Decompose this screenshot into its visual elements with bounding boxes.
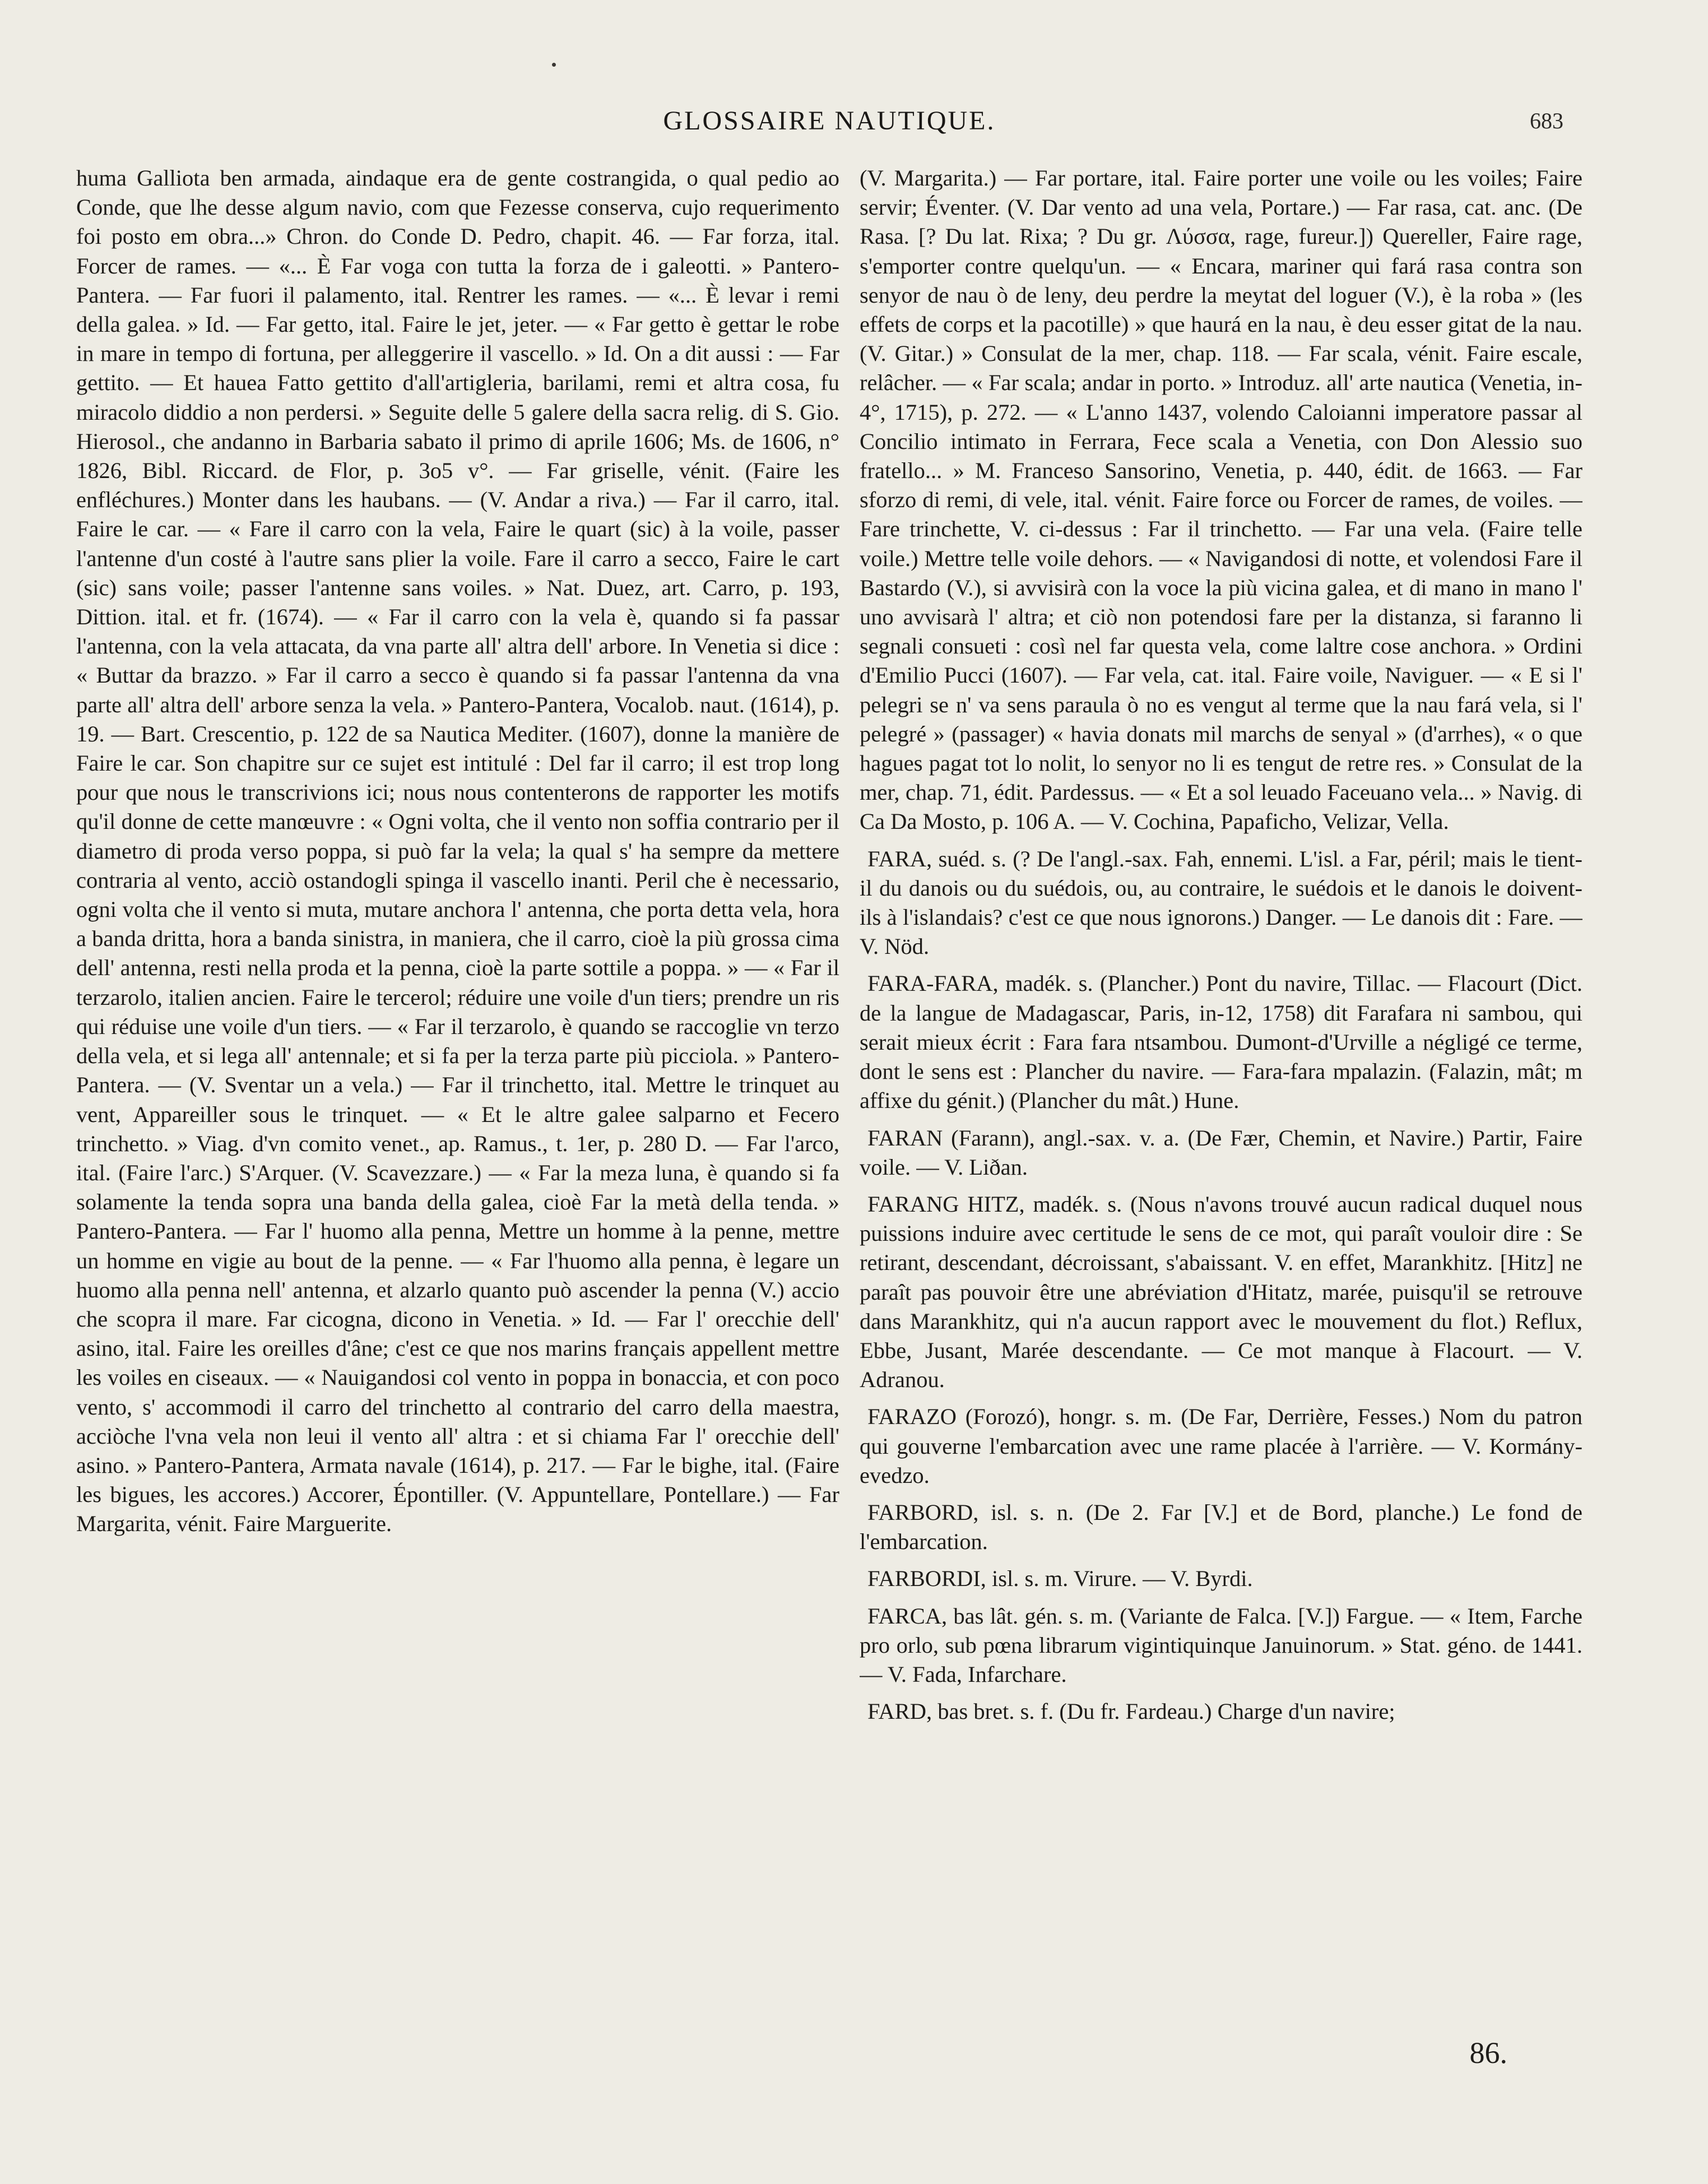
entry-farca: FARCA, bas lât. gén. s. m. (Variante de Falca. [V.]) Fargue. — « Item, Farche pro orlo, sub pœna librarum vigintiquinque Januinorum. » Stat. géno. de 1441. — V. Fada, Infarchare. xyxy=(860,1603,1582,1687)
entry-farbordi: FARBORDI, isl. s. m. Virure. — V. Byrdi. xyxy=(867,1566,1253,1592)
right-column xyxy=(860,164,1582,2092)
page-title: GLOSSAIRE NAUTIQUE. xyxy=(663,106,996,136)
page-number: 683 xyxy=(1530,108,1563,133)
left-column xyxy=(76,164,839,2092)
entry-faran: FARAN (Farann), angl.-sax. v. a. (De Fær, Chemin, et Navire.) Partir, Faire voile. — V. Liðan. xyxy=(860,1125,1582,1180)
entry-far-continued: (V. Margarita.) — Far portare, ital. Faire porter une voile ou les voiles; Faire servir; Éventer. (V. Dar vento ad una vela, Portare.) — Far rasa, cat. anc. (De Rasa. [? Du lat. Rixa; ? Du gr. Λύσσα, rage, fureur.]) Quereller, Faire rage, s'emporter contre quelqu'un. — « Encara, mariner qui fará rasa contra son senyor de nau ò de leny, deu perdre la meytat del loguer (V.), è la roba » (les effets de corps et la pacotille) » que haurá en la nau, è deu esser gitat de la nau. (V. Gitar.) » Consulat de la mer, chap. 118. — Far scala, vénit. Faire escale, relâcher. — « Far scala; andar in porto. » Introduz. all' arte nautica (Venetia, in-4°, 1715), p. 272. — « L'anno 1437, volendo Caloianni imperatore passar al Concilio intimato in Ferrara, Fece scala a Venetia, con Don Alessio suo fratello... » M. Franceso Sansorino, Venetia, p. 440, édit. de 1663. — Far sforzo di remi, di vele, ital. vénit. Faire force ou Forcer de rames, de voiles. — Fare trinchette, V. ci-dessus : Far il trinchetto. — Far una vela. (Faire telle voile.) Mettre telle voile dehors. — « Navigandosi di notte, et volendosi Fare il Bastardo (V.), si avvisirà con la voce la più vicina galea, et di mano in mano l' uno avvisarà l' altra; et ciò non potendosi fare per la distanza, si faranno li segnali consueti : così nel far questa vela, come laltre cose anchora. » Ordini d'Emilio Pucci (1607). — Far vela, cat. ital. Faire voile, Naviguer. — « E si l' pelegri se n' va sens paraula ò no es vengut al terme que la nau fará vela, si l' pelegré » (passager) « havia donats mil marchs de senyal » (d'arrhes), « o que hagues pagat tot lo nolit, lo senyor no li es tengut de retre res. » Consulat de la mer, chap. 71, édit. Pardessus. — « Et a sol leuado Faceuano vela... » Navig. di Ca Da Mosto, p. 106 A. — V. Cochina, Papaficho, Velizar, Vella. xyxy=(860,165,1582,834)
left-column-text: huma Galliota ben armada, aindaque era de gente costrangida, o qual pedio ao Conde, que lhe desse algum navio, com que Fezesse conserva, cujo requerimento foi posto em obra...» Chron. do Conde D. Pedro, chapit. 46. — Far forza, ital. Forcer de rames. — «... È Far voga con tutta la forza de i galeotti. » Pantero-Pantera. — Far fuori il palamento, ital. Rentrer les rames. — «... È levar i remi della galea. » Id. — Far getto, ital. Faire le jet, jeter. — « Far getto è gettar le robe in mare in tempo di fortuna, per alleggerire il vascello. » Id. On a dit aussi : — Far gettito. — Et hauea Fatto gettito d'all'artigleria, barilami, remi et altra cosa, fu miracolo diddio a non perdersi. » Seguite delle 5 galere della sacra relig. di S. Gio. Hierosol., che andanno in Barbaria sabato il primo di aprile 1606; Ms. de 1606, n° 1826, Bibl. Riccard. de Flor, p. 3o5 v°. — Far griselle, vénit. (Faire les enfléchures.) Monter dans les haubans. — (V. Andar a riva.) — Far il carro, ital. Faire le car. — « Fare il carro con la vela, Faire le quart (sic) à la voile, passer l'antenne d'un costé à l'autre sans plier la voile. Fare il carro a secco, Faire le cart (sic) sans voile; passer l'antenne sans voiles. » Nat. Duez, art. Carro, p. 193, Dittion. ital. et fr. (1674). — « Far il carro con la vela è, quando si fa passar l'antenna, con la vela attacata, da vna parte all' altra dell' arbore. In Venetia si dice : « Buttar da brazzo. » Far il carro a secco è quando si fa passar l'antenna da vna parte all' altra dell' arbore senza la vela. » Pantero-Pantera, Vocalob. naut. (1614), p. 19. — Bart. Crescentio, p. 122 de sa Nautica Mediter. (1607), donne la manière de Faire le car. Son chapitre sur ce sujet est intitulé : Del far il carro; il est trop long pour que nous le transcrivions ici; nous nous contenterons de rapporter les motifs qu'il donne de cette manœuvre : « Ogni volta, che il vento non soffia contrario per il diametro di proda verso poppa, si può far la vela; la qual s' ha sempre da mettere contraria al vento, acciò ostandogli spinga il vascello inanti. Peril che è necessario, ogni volta che il vento si muta, mutare anchora l' antenna, che porta detta vela, hora a banda dritta, hora a banda sinistra, in maniera, che il carro, cioè la più grossa cima dell' antenna, resti nella proda et la penna, cioè la parte sottile a poppa. » — « Far il terzarolo, italien ancien. Faire le tercerol; réduire une voile d'un tiers; prendre un ris qui réduise une voile d'un tiers. — « Far il terzarolo, è quando se raccoglie vn terzo della vela, et si lega all' antennale; et si fa per la terza parte più picciola. » Pantero-Pantera. — (V. Sventar un a vela.) — Far il trinchetto, ital. Mettre le trinquet au vent, Appareiller sous le trinquet. — « Et le altre galee salparno et Fecero trinchetto. » Viag. d'vn comito venet., ap. Ramus., t. 1er, p. 280 D. — Far l'arco, ital. (Faire l'arc.) S'Arquer. (V. Scavezzare.) — « Far la meza luna, è quando si fa solamente la tenda sopra una banda della galea, cioè Far la metà della tenda. » Pantero-Pantera. — Far l' huomo alla penna, Mettre un homme à la penne, mettre un homme en vigie au bout de la penne. — « Far l'huomo alla penna, è legare un huomo alla penna nell' antenna, et alzarlo quanto può ascender la penna (V.) accio che scopra il mare. Far cicogna, dicono in Venetia. » Id. — Far l' orecchie dell' asino, ital. Faire les oreilles d'âne; c'est ce que nos marins français appellent mettre les voiles en ciseaux. — « Nauigandosi col vento in poppa in bonaccia, et con poco vento, s' accommodi il carro del trinchetto al contrario del carro della maestra, acciòche l'vna vela non leui il vento all' altra : et si chiama Far l' orecchie dell' asino. » Pantero-Pantera, Armata navale (1614), p. 217. — Far le bighe, ital. (Faire les bigues, les accores.) Accorer, Épontiller. (V. Appuntellare, Pontellare.) — Far Margarita, vénit. Faire Marguerite. xyxy=(76,165,839,1537)
entry-fara: FARA, suéd. s. (? De l'angl.-sax. Fah, ennemi. L'isl. a Far, péril; mais le tient-il du danois ou du suédois, ou, au contraire, le suédois et le danois le doivent-ils à l'islandais? c'est ce que nous ignorons.) Danger. — Le danois dit : Fare. — V. Nöd. xyxy=(860,846,1582,959)
entry-farbord: FARBORD, isl. s. n. (De 2. Far [V.] et de Bord, planche.) Le fond de l'embarcation. xyxy=(860,1499,1582,1555)
entry-fara-fara: FARA-FARA, madék. s. (Plancher.) Pont du navire, Tillac. — Flacourt (Dict. de la langue de Madagascar, Paris, in-12, 1758) dit Farafara ni sambou, qui serait mieux écrit : Fara fara ntsambou. Dumont-d'Urville a négligé ce terme, dont le sens est : Plancher du navire. — Fara-fara mpalazin. (Falazin, mât; m affixe du génit.) (Plancher du mât.) Hune. xyxy=(860,971,1582,1114)
entry-farang-hitz: FARANG HITZ, madék. s. (Nous n'avons trouvé aucun radical duquel nous puissions induire avec certitude le sens de ce mot, qui paraît vouloir dire : Se retirant, descendant, décroissant, s'abaissant. V. en effet, Marankhitz. [Hitz] ne paraît pas pouvoir être une abréviation d'Hitatz, marée, puisqu'il se retrouve dans Marankhitz, qui n'a aucun rapport avec le mouvement du flot.) Reflux, Ebbe, Jusant, Marée descendante. — Ce mot manque à Flacourt. — V. Adranou. xyxy=(860,1191,1582,1393)
entry-farazo: FARAZO (Forozó), hongr. s. m. (De Far, Derrière, Fesses.) Nom du patron qui gouverne l'embarcation avec une rame placée à l'arrière. — V. Kormány-evedzo. xyxy=(860,1404,1582,1488)
entry-fard: FARD, bas bret. s. f. (Du fr. Fardeau.) Charge d'un navire; xyxy=(867,1699,1395,1724)
ink-dot xyxy=(552,63,556,67)
signature-mark: 86. xyxy=(1469,2036,1507,2070)
